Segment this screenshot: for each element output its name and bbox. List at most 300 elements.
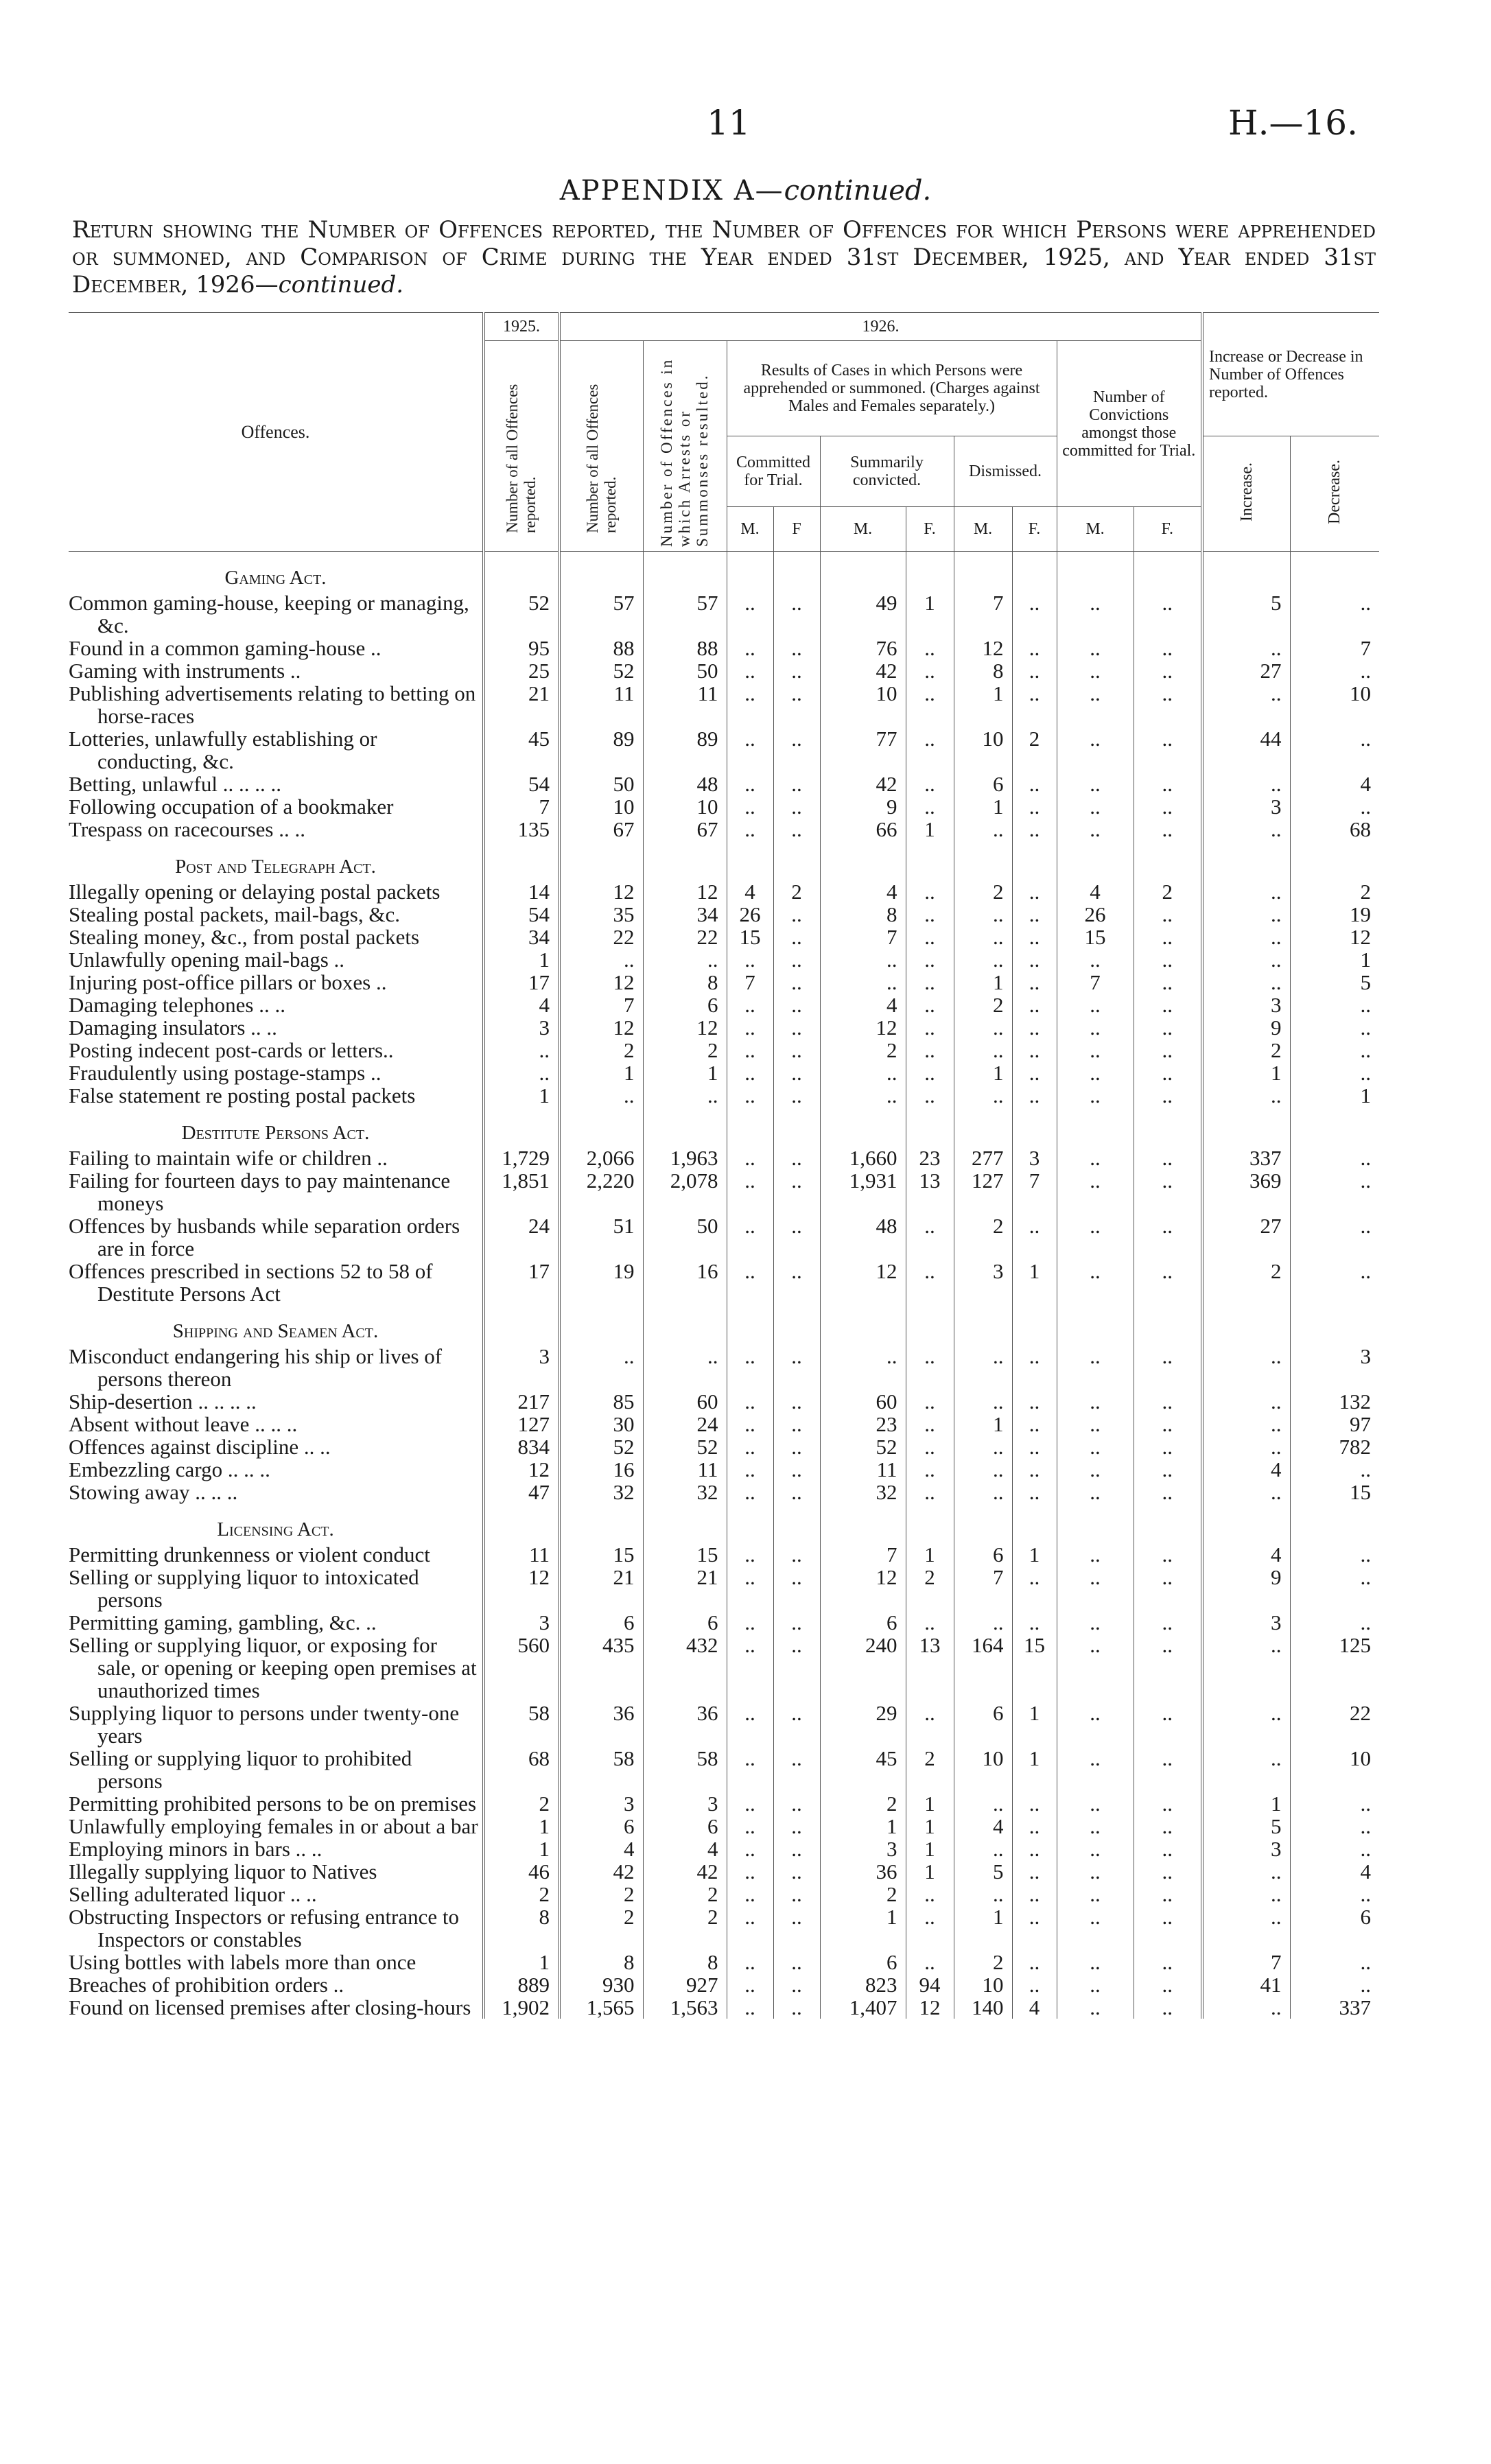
value-cell: 34 [484, 926, 559, 948]
value-cell: 23 [906, 1147, 954, 1169]
value-cell: 12 [559, 971, 643, 994]
offence-label: Selling adulterated liquor .. .. [69, 1882, 317, 1906]
value-cell: 32 [643, 1481, 727, 1503]
offence-cell [69, 682, 484, 727]
value-cell: .. [1202, 926, 1290, 948]
value-cell: 10 [643, 795, 727, 818]
value-cell: .. [727, 818, 773, 841]
offences-table-body [69, 552, 1379, 2019]
value-cell: 2 [820, 1792, 906, 1815]
value-cell: .. [906, 1413, 954, 1435]
value-cell: 8 [559, 1951, 643, 1973]
value-cell: 4 [1202, 1543, 1290, 1566]
section-spacer-cell [1134, 1305, 1202, 1345]
value-cell: .. [906, 1215, 954, 1260]
value-cell: .. [1360, 659, 1372, 683]
value-cell: 15 [727, 926, 773, 948]
section-spacer-cell [1290, 1107, 1379, 1147]
arrests-header: Number of Offences in which Arrests or Summonses resulted. [658, 357, 711, 547]
value-cell: .. [820, 948, 906, 971]
value-cell: .. [1012, 1860, 1057, 1883]
value-cell: .. [1057, 773, 1134, 795]
value-cell: 1,660 [820, 1147, 906, 1169]
value-cell: 11 [643, 1458, 727, 1481]
value-cell: 1 [484, 948, 559, 971]
value-cell: .. [1202, 818, 1290, 841]
value-cell: 24 [484, 1215, 559, 1260]
table-row [69, 682, 1379, 727]
value-cell: 19 [559, 1260, 643, 1305]
value-cell: 6 [954, 1702, 1012, 1747]
value-cell: .. [906, 1084, 954, 1107]
value-cell: .. [1057, 1390, 1134, 1413]
value-cell: 27 [1202, 659, 1290, 682]
value-cell: 2 [773, 880, 820, 903]
value-cell: 10 [820, 682, 906, 727]
value-cell: .. [773, 1702, 820, 1747]
value-cell: .. [773, 727, 820, 773]
value-cell: .. [1057, 1883, 1134, 1905]
value-cell: .. [1012, 948, 1057, 971]
value-cell: 7 [1360, 636, 1372, 660]
table-row [69, 1039, 1379, 1061]
value-cell: 823 [820, 1973, 906, 1996]
section-spacer-cell [643, 1503, 727, 1543]
value-cell: .. [727, 727, 773, 773]
value-cell: .. [1012, 591, 1057, 637]
return-title [72, 216, 1376, 298]
section-spacer-cell [954, 841, 1012, 880]
value-cell: .. [1057, 1838, 1134, 1860]
table-row [69, 948, 1379, 971]
value-cell: .. [1134, 1215, 1202, 1260]
section-spacer-cell [820, 1107, 906, 1147]
value-cell: 560 [484, 1634, 559, 1702]
value-cell: 4 [954, 1815, 1012, 1838]
value-cell: .. [1134, 1792, 1202, 1815]
value-cell: 435 [559, 1634, 643, 1702]
offence-cell [69, 591, 484, 637]
committed-f-header: F [773, 507, 820, 552]
value-cell: 1 [906, 1838, 954, 1860]
value-cell: .. [773, 903, 820, 926]
offence-label: Permitting drunkenness or violent conduct [69, 1542, 430, 1567]
value-cell: 50 [559, 773, 643, 795]
value-cell: 6 [1360, 1905, 1372, 1929]
value-cell: .. [1012, 1390, 1057, 1413]
convictions-f-header: F. [1134, 507, 1202, 552]
value-cell: .. [1134, 1016, 1202, 1039]
appendix-heading [0, 175, 1491, 207]
offence-cell [69, 1481, 484, 1503]
value-cell: 58 [484, 1702, 559, 1747]
section-spacer-cell [1057, 1503, 1134, 1543]
value-cell: .. [906, 903, 954, 926]
value-cell: .. [773, 971, 820, 994]
value-cell: .. [1012, 994, 1057, 1016]
value-cell: 1 [1360, 1083, 1372, 1107]
section-spacer-cell [1134, 552, 1202, 592]
value-cell: 1 [954, 1061, 1012, 1084]
table-row [69, 1905, 1379, 1951]
value-cell: 10 [559, 795, 643, 818]
offence-label: Illegally supplying liquor to Natives [69, 1859, 377, 1884]
value-cell: .. [727, 1543, 773, 1566]
value-cell: .. [643, 1084, 727, 1107]
value-cell: .. [1057, 1147, 1134, 1169]
value-cell: 337 [1339, 1995, 1372, 2019]
value-cell: .. [559, 948, 643, 971]
value-cell: .. [1012, 1345, 1057, 1390]
value-cell: .. [1202, 1905, 1290, 1951]
value-cell: 4 [820, 994, 906, 1016]
value-cell: 337 [1202, 1147, 1290, 1169]
offence-label: Breaches of prohibition orders .. [69, 1973, 344, 1997]
section-spacer-cell [773, 1107, 820, 1147]
value-cell: .. [773, 1792, 820, 1815]
value-cell: 58 [643, 1747, 727, 1792]
value-cell: .. [954, 948, 1012, 971]
value-cell: 41 [1202, 1973, 1290, 1996]
value-cell: 164 [954, 1634, 1012, 1702]
section-row [69, 1503, 1379, 1543]
value-cell: .. [1134, 1084, 1202, 1107]
value-cell: 60 [643, 1390, 727, 1413]
value-cell: 2 [1202, 1260, 1290, 1305]
value-cell: .. [1134, 773, 1202, 795]
offence-label: False statement re posting postal packets [69, 1083, 416, 1107]
value-cell: 12 [820, 1260, 906, 1305]
value-cell: .. [727, 1996, 773, 2019]
offence-cell [69, 1084, 484, 1107]
value-cell: 15 [559, 1543, 643, 1566]
value-cell: 1,565 [559, 1996, 643, 2019]
value-cell: .. [559, 1084, 643, 1107]
value-cell: .. [1057, 1566, 1134, 1611]
value-cell: 4 [727, 880, 773, 903]
table-row [69, 903, 1379, 926]
dismissed-header: Dismissed. [954, 436, 1057, 507]
value-cell: .. [1134, 1611, 1202, 1634]
value-cell: .. [1134, 1702, 1202, 1747]
value-cell: .. [727, 1973, 773, 1996]
value-cell: .. [906, 1390, 954, 1413]
value-cell: .. [727, 1147, 773, 1169]
value-cell: .. [1360, 993, 1372, 1017]
value-cell: .. [1012, 1084, 1057, 1107]
value-cell: 432 [643, 1634, 727, 1702]
value-cell: 48 [643, 773, 727, 795]
value-cell: .. [1202, 1084, 1290, 1107]
value-cell: .. [1057, 637, 1134, 659]
value-cell: .. [773, 1973, 820, 1996]
section-spacer-cell [643, 1305, 727, 1345]
value-cell: 127 [484, 1413, 559, 1435]
value-cell: .. [1012, 903, 1057, 926]
value-cell: .. [727, 682, 773, 727]
table-row [69, 994, 1379, 1016]
value-cell: .. [1057, 1169, 1134, 1215]
value-cell: .. [1057, 795, 1134, 818]
value-cell: .. [1134, 1747, 1202, 1792]
value-cell: .. [1202, 1634, 1290, 1702]
value-cell: 3 [484, 1016, 559, 1039]
value-cell: .. [1202, 1345, 1290, 1390]
section-spacer-cell [484, 552, 559, 592]
value-cell: 52 [643, 1435, 727, 1458]
value-cell: .. [820, 971, 906, 994]
section-spacer-cell [954, 1305, 1012, 1345]
value-cell: .. [1202, 948, 1290, 971]
table-row [69, 1147, 1379, 1169]
value-cell: 3 [1202, 795, 1290, 818]
value-cell: .. [954, 926, 1012, 948]
value-cell: .. [727, 1611, 773, 1634]
value-cell: .. [727, 1702, 773, 1747]
value-cell: 240 [820, 1634, 906, 1702]
value-cell: .. [1202, 682, 1290, 727]
offence-cell [69, 971, 484, 994]
value-cell: .. [1057, 1458, 1134, 1481]
value-cell: .. [1134, 727, 1202, 773]
value-cell: 1 [906, 1792, 954, 1815]
value-cell: .. [1202, 637, 1290, 659]
value-cell: 3 [1202, 1838, 1290, 1860]
value-cell: 927 [643, 1973, 727, 1996]
value-cell: 52 [559, 659, 643, 682]
value-cell: 930 [559, 1973, 643, 1996]
section-title: Gaming Act. [69, 552, 484, 592]
offence-label: Unlawfully employing females in or about a bar [69, 1814, 478, 1838]
value-cell: .. [773, 1611, 820, 1634]
offence-label: Publishing advertisements relating to betting on horse-races [69, 681, 476, 728]
value-cell: 11 [643, 682, 727, 727]
value-cell: 32 [820, 1481, 906, 1503]
value-cell: 782 [1339, 1435, 1372, 1459]
value-cell: 7 [820, 926, 906, 948]
value-cell: 1 [1202, 1792, 1290, 1815]
value-cell: .. [1202, 1390, 1290, 1413]
section-spacer-cell [820, 1305, 906, 1345]
table-row [69, 880, 1379, 903]
value-cell: .. [1202, 1747, 1290, 1792]
value-cell: 12 [820, 1016, 906, 1039]
value-cell: .. [1360, 1792, 1372, 1816]
table-row [69, 926, 1379, 948]
value-cell: 1 [906, 591, 954, 637]
table-row [69, 1747, 1379, 1792]
section-row [69, 1107, 1379, 1147]
table-row [69, 1702, 1379, 1747]
value-cell: .. [906, 1905, 954, 1951]
value-cell: .. [954, 903, 1012, 926]
value-cell: 2 [954, 880, 1012, 903]
value-cell: .. [906, 1061, 954, 1084]
offence-label: Posting indecent post-cards or letters.. [69, 1038, 394, 1062]
section-spacer-cell [559, 552, 643, 592]
value-cell: .. [727, 1345, 773, 1390]
value-cell: .. [906, 727, 954, 773]
value-cell: .. [1134, 818, 1202, 841]
value-cell: .. [906, 637, 954, 659]
value-cell: 7 [820, 1543, 906, 1566]
offence-label: Obstructing Inspectors or refusing entrance to Inspectors or constables [69, 1905, 460, 1951]
value-cell: .. [1360, 591, 1372, 615]
value-cell: .. [1202, 1883, 1290, 1905]
table-row [69, 1345, 1379, 1390]
value-cell: .. [773, 795, 820, 818]
value-cell: .. [773, 637, 820, 659]
value-cell: 8 [954, 659, 1012, 682]
value-cell: 57 [643, 591, 727, 637]
reported-1925-header: Number of all Offences reported. [504, 384, 539, 533]
table-row [69, 659, 1379, 682]
value-cell: .. [727, 1481, 773, 1503]
value-cell: 3 [643, 1792, 727, 1815]
value-cell: 12 [820, 1566, 906, 1611]
value-cell: .. [773, 1039, 820, 1061]
value-cell: .. [643, 1345, 727, 1390]
value-cell: .. [773, 591, 820, 637]
value-cell: .. [954, 1435, 1012, 1458]
section-spacer-cell [954, 1503, 1012, 1543]
offences-table [69, 312, 1379, 2019]
value-cell: .. [1012, 1039, 1057, 1061]
value-cell: .. [954, 1084, 1012, 1107]
value-cell: .. [1202, 880, 1290, 903]
value-cell: 52 [484, 591, 559, 637]
value-cell: .. [1134, 1147, 1202, 1169]
value-cell: 4 [1202, 1458, 1290, 1481]
value-cell: 4 [559, 1838, 643, 1860]
value-cell: .. [820, 1345, 906, 1390]
value-cell: 1 [954, 1413, 1012, 1435]
offence-label: Selling or supplying liquor, or exposing for sale, or opening or keeping open premises at unauthorized times [69, 1633, 477, 1702]
value-cell: 2 [954, 994, 1012, 1016]
section-spacer-cell [1057, 1107, 1134, 1147]
value-cell: .. [1012, 1215, 1057, 1260]
value-cell: 27 [1202, 1215, 1290, 1260]
offence-cell [69, 659, 484, 682]
value-cell: 1,851 [484, 1169, 559, 1215]
value-cell: .. [1057, 1413, 1134, 1435]
value-cell: 1 [906, 1543, 954, 1566]
offence-label: Offences against discipline .. .. [69, 1435, 331, 1459]
value-cell: .. [773, 1345, 820, 1390]
value-cell: 85 [559, 1390, 643, 1413]
value-cell: .. [1012, 818, 1057, 841]
section-spacer-cell [484, 841, 559, 880]
offence-cell [69, 1345, 484, 1390]
section-row [69, 841, 1379, 880]
value-cell: .. [1134, 994, 1202, 1016]
value-cell: 8 [820, 903, 906, 926]
value-cell: 67 [643, 818, 727, 841]
value-cell: 5 [1360, 970, 1372, 994]
value-cell: .. [1057, 1973, 1134, 1996]
value-cell: .. [1012, 971, 1057, 994]
value-cell: 5 [1202, 591, 1290, 637]
offence-label: Selling or supplying liquor to prohibited persons [69, 1746, 412, 1793]
value-cell: .. [727, 1084, 773, 1107]
value-cell: .. [1134, 1039, 1202, 1061]
table-row [69, 1169, 1379, 1215]
value-cell: .. [773, 1838, 820, 1860]
offence-cell [69, 948, 484, 971]
value-cell: .. [727, 1458, 773, 1481]
value-cell: 1,931 [820, 1169, 906, 1215]
value-cell: 1,729 [484, 1147, 559, 1169]
offence-cell [69, 1147, 484, 1169]
value-cell: 3 [1360, 1344, 1372, 1368]
offence-cell [69, 1458, 484, 1481]
offence-cell [69, 1747, 484, 1792]
value-cell: 15 [1012, 1634, 1057, 1702]
value-cell: 2 [954, 1215, 1012, 1260]
value-cell: 52 [820, 1435, 906, 1458]
value-cell: 21 [643, 1566, 727, 1611]
section-spacer-cell [954, 1107, 1012, 1147]
value-cell: 132 [1339, 1389, 1372, 1413]
section-spacer-cell [559, 1107, 643, 1147]
value-cell: .. [727, 1951, 773, 1973]
table-row [69, 1458, 1379, 1481]
value-cell: .. [1012, 1905, 1057, 1951]
value-cell: .. [773, 1169, 820, 1215]
value-cell: .. [1134, 1860, 1202, 1883]
section-spacer-cell [484, 1305, 559, 1345]
value-cell: 834 [484, 1435, 559, 1458]
value-cell: 1 [906, 818, 954, 841]
value-cell: 1,563 [643, 1996, 727, 2019]
value-cell: .. [1360, 1565, 1372, 1589]
offence-cell [69, 1413, 484, 1435]
value-cell: .. [727, 1815, 773, 1838]
value-cell: .. [906, 971, 954, 994]
value-cell: .. [1134, 1905, 1202, 1951]
offence-label: Damaging insulators .. .. [69, 1016, 277, 1040]
value-cell: 2 [643, 1039, 727, 1061]
section-spacer-cell [643, 1107, 727, 1147]
value-cell: 16 [559, 1458, 643, 1481]
value-cell: .. [820, 1061, 906, 1084]
value-cell: 1 [1202, 1061, 1290, 1084]
value-cell: .. [773, 1061, 820, 1084]
value-cell: 26 [1057, 903, 1134, 926]
value-cell: 1 [954, 682, 1012, 727]
value-cell: 4 [484, 994, 559, 1016]
section-spacer-cell [484, 1107, 559, 1147]
value-cell: 9 [1202, 1566, 1290, 1611]
value-cell: 125 [1339, 1633, 1372, 1657]
value-cell: 12 [1350, 925, 1372, 949]
value-cell: 14 [484, 880, 559, 903]
value-cell: 35 [559, 903, 643, 926]
value-cell: .. [773, 1260, 820, 1305]
value-cell: .. [1134, 1543, 1202, 1566]
value-cell: .. [1057, 1860, 1134, 1883]
value-cell: .. [906, 682, 954, 727]
value-cell: .. [1360, 1837, 1372, 1861]
return-title-main: Return showing the Number of Offences reported, the Number of Offences for which Persons were apprehended or summoned, and Comparison of Crime during the Year ended 31st December, 1925, and Year ended 31st December, 1926— [72, 216, 1376, 298]
table-row [69, 1215, 1379, 1260]
value-cell: .. [773, 1435, 820, 1458]
value-cell: 2 [954, 1951, 1012, 1973]
offence-cell [69, 1169, 484, 1215]
value-cell: .. [954, 818, 1012, 841]
value-cell: 6 [559, 1611, 643, 1634]
section-spacer-cell [1134, 1503, 1202, 1543]
